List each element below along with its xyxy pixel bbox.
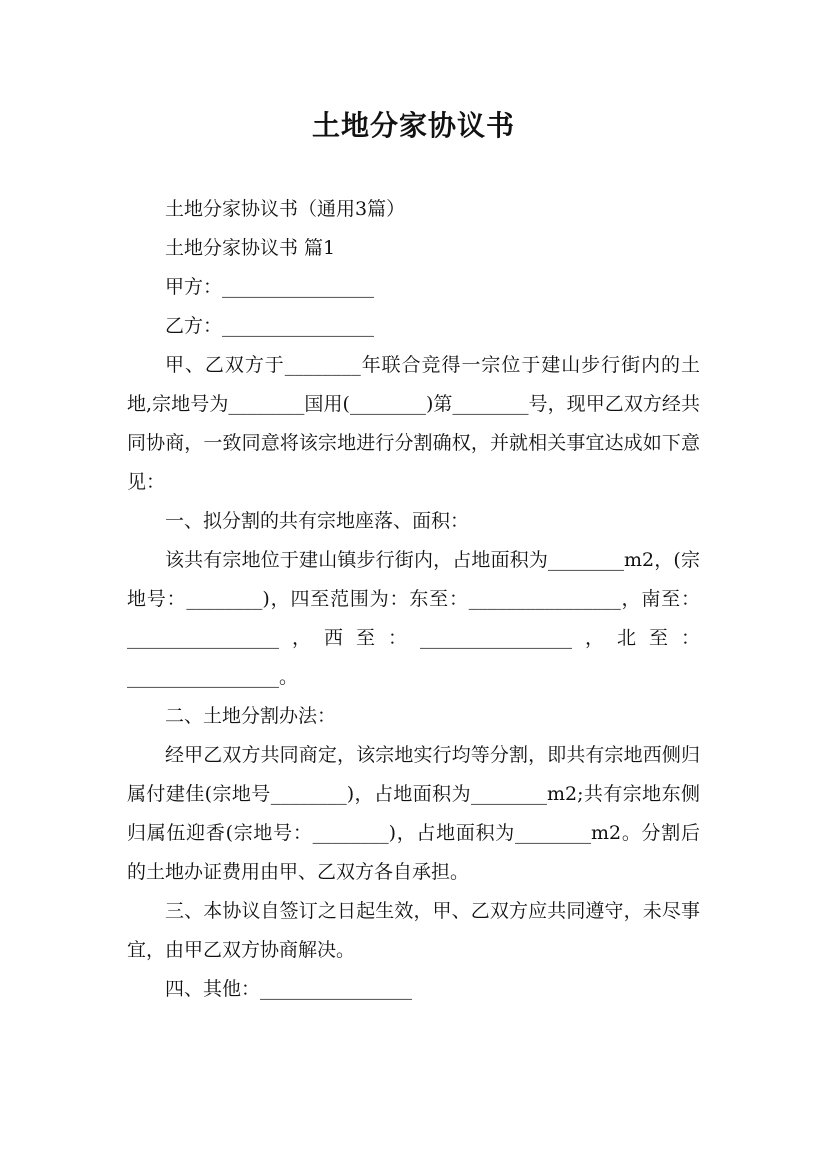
clause-4-line: 四、其他：________________ [165, 978, 413, 1000]
section-heading: 土地分家协议书 篇1 [165, 237, 336, 259]
party-a-line: 甲方：________________ [165, 276, 375, 298]
intro-paragraph: 甲、乙双方于________年联合竞得一宗位于建山步行街内的土地,宗地号为________国用(________)第________号，现甲乙双方经共同协商，一致同意将该宗地进行分割确权，并就相关事宜达成如下意见： [127, 354, 700, 493]
clause-1-heading: 一、拟分割的共有宗地座落、面积： [165, 510, 470, 532]
clause-3-body: 三、本协议自签订之日起生效，甲、乙双方应共同遵守，未尽事宜，由甲乙双方协商解决。 [127, 900, 700, 961]
clause-2-heading: 二、土地分割办法： [165, 705, 337, 727]
clause-2-body: 经甲乙双方共同商定，该宗地实行均等分割，即共有宗地西侧归属付建佳(宗地号________)，占地面积为________m2;共有宗地东侧归属伍迎香(宗地号：________)，占地面积为________m2。分割后的土地办证费用由甲、乙双方各自承担。 [127, 744, 700, 883]
document-title: 土地分家协议书 [311, 109, 515, 142]
clause-1-body: 该共有宗地位于建山镇步行街内，占地面积为________m2，(宗地号：________)，四至范围为：东至：________________，南至：________________，西至：________________，北至：________________。 [127, 549, 700, 688]
party-b-line: 乙方：________________ [165, 315, 375, 337]
subtitle-paragraph: 土地分家协议书（通用3篇） [165, 198, 406, 220]
document-body [127, 190, 700, 1009]
